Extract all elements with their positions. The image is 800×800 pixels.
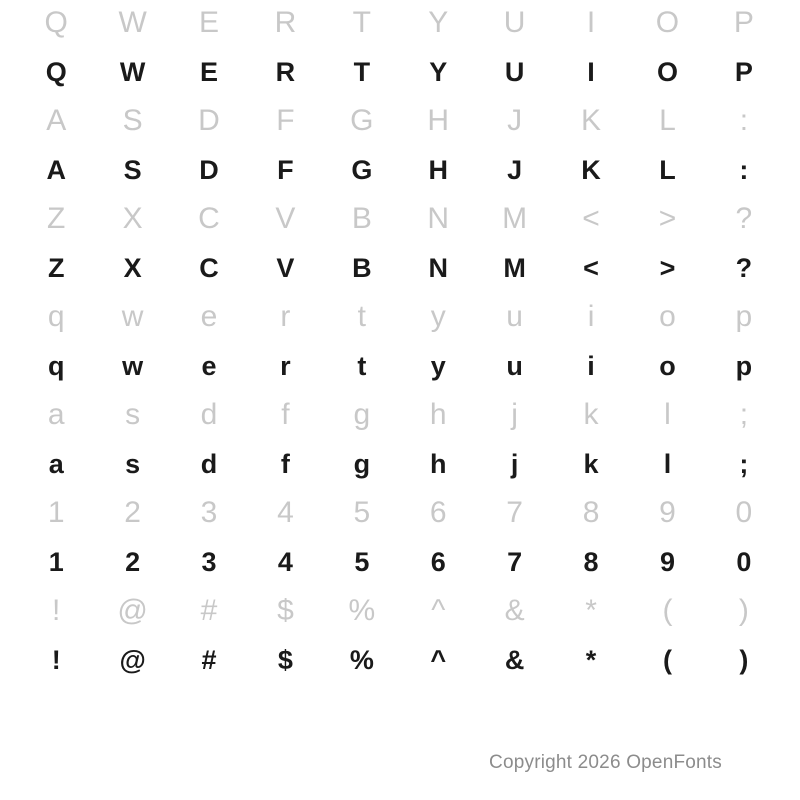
glyph-cell: o [659,300,676,333]
glyph-cell: G [350,104,374,137]
glyph-cell: w [121,300,144,333]
glyph-cell: h [429,448,447,479]
glyph-cell: 6 [430,546,446,577]
glyph-cell: 2 [124,496,141,529]
glyph-cell: S [122,104,143,137]
glyph-cell: p [735,350,753,381]
glyph-cell: 1 [47,496,65,529]
glyph-cell: K [581,104,602,137]
glyph-cell: # [201,644,217,675]
glyph-cell: N [428,252,448,283]
glyph-row-bold [18,340,782,392]
glyph-cell: H [427,104,450,137]
glyph-cell: @ [117,594,148,627]
glyph-cell: * [585,644,597,675]
glyph-cell: g [353,398,371,431]
glyph-cell: p [735,300,753,333]
glyph-cell: I [586,6,596,39]
glyph-cell: # [200,594,218,627]
glyph-cell: X [122,202,143,235]
glyph-cell: & [504,594,525,627]
glyph-cell: B [351,202,372,235]
glyph-cell: 0 [736,546,752,577]
glyph-cell: d [200,398,218,431]
glyph-cell: i [587,350,595,381]
glyph-cell: a [47,398,65,431]
glyph-cell: 7 [506,496,523,529]
glyph-row-light [18,392,782,438]
glyph-cell: < [583,252,599,283]
glyph-row-light [18,294,782,340]
glyph-cell: J [507,104,523,137]
glyph-cell: W [118,6,147,39]
glyph-cell: 6 [429,496,447,529]
glyph-cell: 2 [125,546,141,577]
glyph-cell: B [352,252,372,283]
glyph-row-bold [18,536,782,588]
glyph-cell: G [351,154,373,185]
glyph-cell: A [46,154,66,185]
glyph-cell: 9 [659,496,676,529]
glyph-cell: X [123,252,142,283]
glyph-cell: 8 [582,496,600,529]
glyph-cell: e [201,350,217,381]
glyph-cell: r [280,300,291,333]
glyph-row-bold [18,242,782,294]
glyph-cell: d [200,448,218,479]
glyph-cell: 9 [659,546,675,577]
glyph-cell: E [199,6,220,39]
glyph-row-light [18,588,782,634]
glyph-cell: 5 [353,496,371,529]
glyph-cell: > [658,202,677,235]
glyph-cell: f [281,398,290,431]
glyph-cell: ! [51,644,61,675]
glyph-cell: D [198,104,220,137]
glyph-cell: 3 [200,496,218,529]
glyph-cell: 3 [201,546,217,577]
glyph-row-light [18,490,782,536]
glyph-cell: s [125,398,141,431]
glyph-row-light [18,98,782,144]
glyph-cell: j [511,398,518,431]
glyph-cell: s [125,448,141,479]
glyph-cell: : [739,104,749,137]
glyph-cell: W [119,56,146,87]
glyph-cell: r [280,350,291,381]
glyph-cell: a [48,448,64,479]
glyph-cell: w [122,350,144,381]
glyph-cell: q [47,300,65,333]
glyph-cell: 4 [277,496,294,529]
glyph-cell: A [46,104,67,137]
glyph-cell: j [510,448,519,479]
glyph-cell: Q [44,6,68,39]
glyph-cell: Z [47,252,65,283]
glyph-cell: u [506,300,523,333]
glyph-cell: t [357,300,366,333]
glyph-cell: y [430,350,446,381]
glyph-cell: P [734,56,753,87]
glyph-cell: K [581,154,601,185]
glyph-cell: Y [428,6,449,39]
glyph-cell: i [587,300,595,333]
glyph-cell: T [352,6,371,39]
glyph-cell: l [664,398,671,431]
glyph-cell: q [47,350,65,381]
glyph-cell: Y [429,56,448,87]
glyph-cell: 7 [507,546,523,577]
glyph-cell: @ [119,644,146,675]
glyph-cell: V [275,202,296,235]
glyph-cell: R [275,56,296,87]
glyph-cell: ) [738,594,749,627]
glyph-cell: M [502,202,528,235]
glyph-cell: 5 [354,546,370,577]
glyph-row-light [18,0,782,46]
glyph-cell: y [430,300,446,333]
glyph-cell: H [428,154,448,185]
glyph-cell: h [429,398,447,431]
glyph-cell: F [276,104,295,137]
glyph-cell: : [739,154,749,185]
glyph-cell: u [506,350,523,381]
glyph-cell: L [659,104,676,137]
copyright-notice: Copyright 2026 OpenFonts [489,752,722,773]
glyph-cell: ? [735,252,753,283]
glyph-cell: V [276,252,295,283]
glyph-cell: ( [662,594,673,627]
glyph-cell: $ [277,594,294,627]
glyph-cell: k [583,398,599,431]
glyph-cell: C [198,202,220,235]
glyph-cell: 1 [48,546,64,577]
glyph-cell: ; [739,398,749,431]
glyph-cell: o [659,350,676,381]
glyph-cell: ! [52,594,61,627]
glyph-cell: D [199,154,219,185]
glyph-cell: S [123,154,142,185]
glyph-cell: 4 [277,546,293,577]
glyph-cell: F [277,154,294,185]
glyph-row-light [18,196,782,242]
glyph-cell: Q [45,56,67,87]
glyph-cell: E [200,56,219,87]
glyph-cell: O [656,56,678,87]
glyph-cell: 8 [583,546,599,577]
glyph-cell: t [357,350,367,381]
glyph-cell: U [503,6,526,39]
glyph-cell: N [427,202,450,235]
glyph-cell: ^ [431,594,446,627]
glyph-cell: $ [277,644,293,675]
glyph-cell: f [280,448,290,479]
glyph-cell: < [582,202,600,235]
glyph-cell: l [663,448,672,479]
glyph-cell: * [585,594,597,627]
glyph-cell: ) [739,644,749,675]
glyph-cell: R [274,6,297,39]
glyph-cell: L [659,154,676,185]
glyph-cell: ? [735,202,753,235]
glyph-cell: e [200,300,218,333]
glyph-row-bold [18,144,782,196]
glyph-cell: ; [739,448,749,479]
glyph-cell: U [504,56,525,87]
glyph-cell: 0 [735,496,753,529]
glyph-cell: % [348,594,376,627]
glyph-cell: g [353,448,371,479]
glyph-cell: k [583,448,599,479]
glyph-row-bold [18,438,782,490]
glyph-row-bold [18,46,782,98]
glyph-cell: M [503,252,526,283]
glyph-cell: % [349,644,374,675]
glyph-cell: & [504,644,525,675]
glyph-row-bold [18,634,782,686]
glyph-cell: I [587,56,595,87]
glyph-cell: T [353,56,371,87]
glyph-cell: ^ [430,644,447,675]
glyph-cell: > [659,252,676,283]
glyph-cell: J [507,154,523,185]
glyph-cell: P [733,6,754,39]
glyph-cell: O [655,6,680,39]
glyph-cell: ( [662,644,672,675]
glyph-cell: C [199,252,219,283]
glyph-cell: Z [47,202,66,235]
